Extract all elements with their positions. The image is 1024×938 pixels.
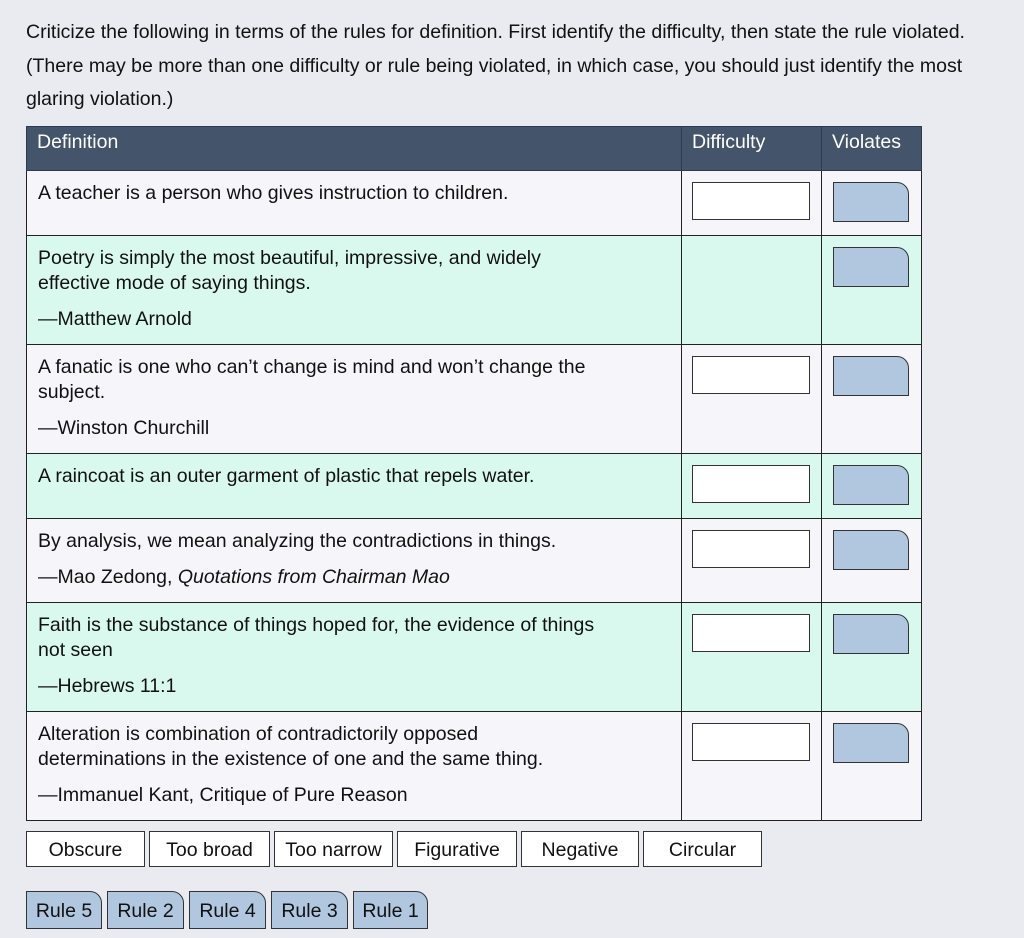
rule-2-tile[interactable]: Rule 2 bbox=[107, 891, 184, 929]
difficulty-cell bbox=[682, 171, 822, 236]
difficulty-choices-bank bbox=[26, 831, 762, 867]
definition-cell bbox=[27, 454, 682, 519]
rule-drop-target[interactable] bbox=[833, 247, 909, 287]
table-row bbox=[27, 712, 922, 821]
definitions-table bbox=[26, 126, 922, 821]
instructions-text: Criticize the following in terms of the rules for definition. First identify the difficulty, then state the rule violated. (There may be more than one difficulty or rule being violated, in which case, you should just identify the most glaring violation.) bbox=[26, 21, 965, 110]
choice-too-broad[interactable]: Too broad bbox=[149, 831, 270, 867]
rule-drop-target[interactable] bbox=[833, 356, 909, 396]
difficulty-cell bbox=[682, 454, 822, 519]
rule-drop-target[interactable] bbox=[833, 723, 909, 763]
difficulty-drop-target[interactable] bbox=[692, 465, 810, 503]
violates-cell bbox=[822, 345, 922, 454]
attribution: —Winston Churchill bbox=[38, 417, 210, 439]
rule-3-tile[interactable]: Rule 3 bbox=[271, 891, 348, 929]
definition-line: A raincoat is an outer garment of plastic that repels water. bbox=[38, 465, 535, 487]
choice-too-narrow[interactable]: Too narrow bbox=[274, 831, 393, 867]
difficulty-drop-target[interactable] bbox=[692, 356, 810, 394]
definition-line: Poetry is simply the most beautiful, impressive, and widely bbox=[38, 247, 541, 269]
violates-cell bbox=[822, 454, 922, 519]
rule-drop-target[interactable] bbox=[833, 465, 909, 505]
attribution-author: —Mao Zedong, bbox=[38, 566, 178, 588]
definition-line: Faith is the substance of things hoped for, the evidence of things bbox=[38, 614, 595, 636]
difficulty-cell bbox=[682, 712, 822, 821]
attribution-title: Quotations from Chairman Mao bbox=[177, 566, 450, 588]
table-row bbox=[27, 603, 922, 712]
definition-cell bbox=[27, 712, 682, 821]
rule-choices-bank bbox=[26, 891, 428, 929]
definition-line: By analysis, we mean analyzing the contradictions in things. bbox=[38, 530, 557, 552]
definition-cell bbox=[27, 171, 682, 236]
table-row bbox=[27, 345, 922, 454]
difficulty-drop-target[interactable] bbox=[692, 530, 810, 568]
difficulty-cell bbox=[682, 603, 822, 712]
attribution: —Matthew Arnold bbox=[38, 308, 192, 330]
choice-obscure[interactable]: Obscure bbox=[26, 831, 145, 867]
table-row bbox=[27, 454, 922, 519]
definition-cell bbox=[27, 236, 682, 345]
attribution: —Immanuel Kant, Critique of Pure Reason bbox=[38, 784, 408, 806]
violates-cell bbox=[822, 171, 922, 236]
rule-drop-target[interactable] bbox=[833, 182, 909, 222]
definition-line: A teacher is a person who gives instruction to children. bbox=[38, 182, 509, 204]
definition-line: determinations in the existence of one and the same thing. bbox=[38, 748, 544, 770]
violates-cell bbox=[822, 236, 922, 345]
violates-cell bbox=[822, 712, 922, 821]
definition-cell bbox=[27, 603, 682, 712]
choice-negative[interactable]: Negative bbox=[521, 831, 639, 867]
definition-line: A fanatic is one who can’t change is mind and won’t change the bbox=[38, 356, 586, 378]
violates-cell bbox=[822, 603, 922, 712]
rule-drop-target[interactable] bbox=[833, 530, 909, 570]
header-difficulty: Difficulty bbox=[682, 127, 822, 171]
header-definition: Definition bbox=[27, 127, 682, 171]
difficulty-cell bbox=[682, 519, 822, 603]
difficulty-cell bbox=[682, 236, 822, 345]
difficulty-drop-target[interactable] bbox=[692, 182, 810, 220]
rule-4-tile[interactable]: Rule 4 bbox=[189, 891, 266, 929]
definition-line: effective mode of saying things. bbox=[38, 272, 311, 294]
table-row bbox=[27, 519, 922, 603]
difficulty-drop-target[interactable] bbox=[692, 614, 810, 652]
definition-line: not seen bbox=[38, 639, 113, 661]
choice-circular[interactable]: Circular bbox=[643, 831, 762, 867]
violates-cell bbox=[822, 519, 922, 603]
rule-drop-target[interactable] bbox=[833, 614, 909, 654]
attribution bbox=[38, 565, 671, 590]
definition-line: Alteration is combination of contradictorily opposed bbox=[38, 723, 479, 745]
choice-figurative[interactable]: Figurative bbox=[397, 831, 517, 867]
table-row bbox=[27, 171, 922, 236]
rule-1-tile[interactable]: Rule 1 bbox=[353, 891, 428, 929]
attribution: —Hebrews 11:1 bbox=[38, 675, 177, 697]
definition-cell bbox=[27, 345, 682, 454]
difficulty-drop-target[interactable] bbox=[692, 723, 810, 761]
header-violates: Violates bbox=[822, 127, 922, 171]
definition-cell bbox=[27, 519, 682, 603]
difficulty-cell bbox=[682, 345, 822, 454]
definition-line: subject. bbox=[38, 381, 106, 403]
rule-5-tile[interactable]: Rule 5 bbox=[26, 891, 102, 929]
table-row bbox=[27, 236, 922, 345]
